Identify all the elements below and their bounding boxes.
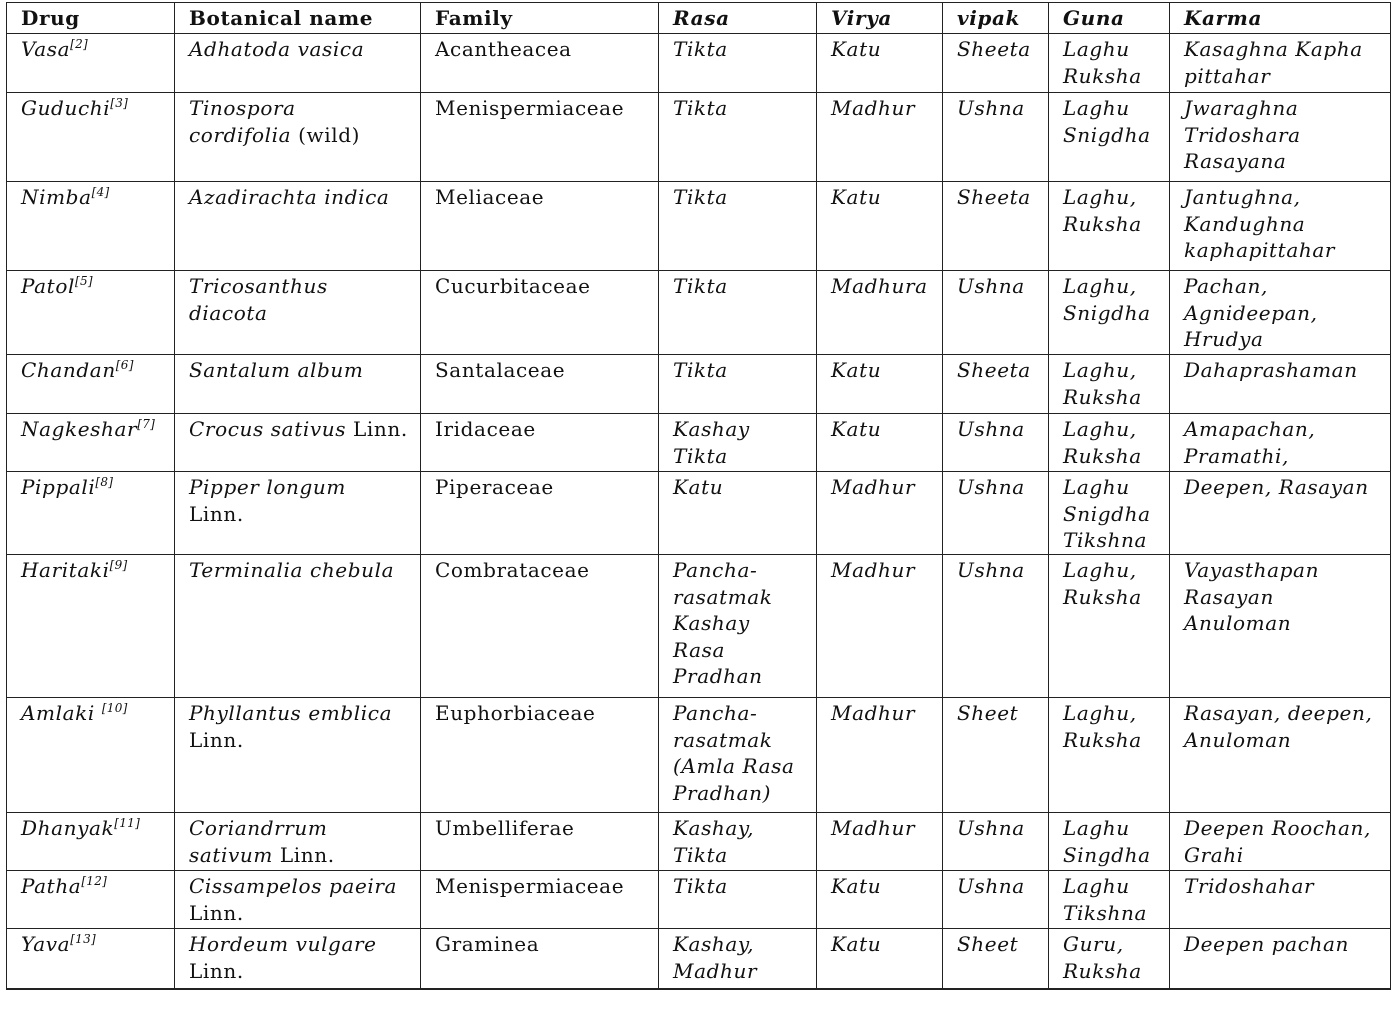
cell-line: Tikta xyxy=(673,96,728,120)
botanical-name-cell xyxy=(175,355,421,414)
botanical-name: Tinospora xyxy=(189,96,296,120)
family-cell: Piperaceae xyxy=(421,472,659,555)
cell-line: Kashay, xyxy=(673,932,755,956)
virya-cell: Madhur xyxy=(817,698,943,813)
botanical-name: Phyllantus emblica xyxy=(189,701,393,725)
karma-cell xyxy=(1170,271,1391,355)
cell-line: Rasayan, deepen, xyxy=(1184,701,1373,725)
vipak-cell: Ushna xyxy=(943,414,1049,472)
cell-line: Laghu xyxy=(1063,37,1130,61)
guna-cell xyxy=(1049,355,1170,414)
drug-cell xyxy=(7,929,175,989)
table-row xyxy=(7,182,1391,271)
table-row xyxy=(7,34,1391,93)
vipak-cell: Ushna xyxy=(943,555,1049,698)
drug-name: Nimba xyxy=(21,185,92,209)
herb-properties-table xyxy=(6,2,1391,990)
drug-name: Nagkeshar xyxy=(21,417,138,441)
vipak-cell: Ushna xyxy=(943,271,1049,355)
cell-line: Ruksha xyxy=(1063,727,1142,752)
cell-line: Ruksha xyxy=(1063,443,1142,468)
botanical-name-cell xyxy=(175,929,421,989)
cell-line: Anuloman xyxy=(1184,727,1292,752)
botanical-author: (wild) xyxy=(291,122,361,147)
reference-marker: [4] xyxy=(91,185,110,199)
karma-cell xyxy=(1170,929,1391,989)
vipak-cell: Sheet xyxy=(943,929,1049,989)
drug-cell xyxy=(7,271,175,355)
botanical-name: Hordeum vulgare xyxy=(189,932,377,956)
cell-line: Tikshna xyxy=(1063,528,1148,552)
rasa-cell xyxy=(659,813,817,871)
karma-cell xyxy=(1170,813,1391,871)
rasa-cell xyxy=(659,93,817,182)
vipak-cell: Sheeta xyxy=(943,34,1049,93)
header-vipak: vipak xyxy=(943,3,1049,34)
botanical-name: Cissampelos paeira xyxy=(189,874,398,898)
karma-cell xyxy=(1170,93,1391,182)
karma-cell xyxy=(1170,871,1391,929)
botanical-name-cell xyxy=(175,414,421,472)
cell-line: Laghu xyxy=(1063,816,1130,840)
rasa-cell xyxy=(659,271,817,355)
family-cell: Meliaceae xyxy=(421,182,659,271)
family-cell: Menispermiaceae xyxy=(421,871,659,929)
reference-marker: [7] xyxy=(137,417,156,431)
cell-line: Kashay xyxy=(673,611,750,635)
drug-name: Pippali xyxy=(21,475,96,499)
drug-cell xyxy=(7,698,175,813)
reference-marker: [10] xyxy=(101,701,128,715)
cell-line: Rasa xyxy=(673,637,726,662)
reference-marker: [12] xyxy=(81,874,108,888)
botanical-author: Linn. xyxy=(272,842,335,867)
cell-line: Tikta xyxy=(673,842,728,867)
cell-line: Snigdha xyxy=(1063,300,1151,325)
table-row xyxy=(7,93,1391,182)
guna-cell xyxy=(1049,871,1170,929)
virya-cell: Katu xyxy=(817,182,943,271)
botanical-name: Crocus sativus xyxy=(189,417,347,441)
cell-line: Singdha xyxy=(1063,842,1151,867)
guna-cell xyxy=(1049,472,1170,555)
cell-line: Laghu, xyxy=(1063,274,1137,298)
cell-line: Rasayana xyxy=(1184,149,1287,173)
rasa-cell xyxy=(659,414,817,472)
botanical-name-cont: diacota xyxy=(189,300,268,325)
cell-line: Laghu, xyxy=(1063,185,1137,209)
cell-line: Anuloman xyxy=(1184,611,1292,635)
drug-cell xyxy=(7,34,175,93)
table-row xyxy=(7,271,1391,355)
cell-line: Ruksha xyxy=(1063,63,1142,88)
family-cell: Iridaceae xyxy=(421,414,659,472)
cell-line: Deepen pachan xyxy=(1184,932,1349,956)
virya-cell: Madhur xyxy=(817,813,943,871)
reference-marker: [13] xyxy=(70,932,97,946)
cell-line: (Amla Rasa xyxy=(673,754,795,778)
rasa-cell xyxy=(659,929,817,989)
cell-line: Snigdha xyxy=(1063,122,1151,147)
cell-line: Kashay xyxy=(673,417,750,441)
cell-line: Snigdha xyxy=(1063,501,1151,526)
drug-name: Vasa xyxy=(21,37,71,61)
cell-line: Laghu xyxy=(1063,96,1130,120)
botanical-name-cell xyxy=(175,871,421,929)
cell-line: Dahaprashaman xyxy=(1184,358,1358,382)
family-cell: Menispermiaceae xyxy=(421,93,659,182)
drug-cell xyxy=(7,555,175,698)
header-virya: Virya xyxy=(817,3,943,34)
table-row xyxy=(7,472,1391,555)
table-row xyxy=(7,698,1391,813)
table-row xyxy=(7,555,1391,698)
drug-cell xyxy=(7,414,175,472)
drug-cell xyxy=(7,182,175,271)
header-row xyxy=(7,3,1391,34)
cell-line: Madhur xyxy=(673,958,758,983)
cell-line: Laghu, xyxy=(1063,701,1137,725)
rasa-cell xyxy=(659,182,817,271)
rasa-cell xyxy=(659,555,817,698)
vipak-cell: Ushna xyxy=(943,472,1049,555)
vipak-cell: Sheeta xyxy=(943,355,1049,414)
drug-name: Dhanyak xyxy=(21,816,115,840)
header-rasa: Rasa xyxy=(659,3,817,34)
drug-name: Amlaki xyxy=(21,701,102,725)
reference-marker: [9] xyxy=(109,558,128,572)
rasa-cell xyxy=(659,871,817,929)
cell-line: Ruksha xyxy=(1063,211,1142,236)
cell-line: Jwaraghna xyxy=(1184,96,1299,120)
guna-cell xyxy=(1049,929,1170,989)
botanical-name: Coriandrrum xyxy=(189,816,328,840)
vipak-cell: Sheet xyxy=(943,698,1049,813)
guna-cell xyxy=(1049,182,1170,271)
cell-line: Laghu, xyxy=(1063,358,1137,382)
table-row xyxy=(7,355,1391,414)
vipak-cell: Ushna xyxy=(943,813,1049,871)
botanical-name: Adhatoda vasica xyxy=(189,37,365,61)
botanical-name: Terminalia chebula xyxy=(189,558,395,582)
virya-cell: Katu xyxy=(817,355,943,414)
cell-line: Laghu, xyxy=(1063,558,1137,582)
guna-cell xyxy=(1049,555,1170,698)
karma-cell xyxy=(1170,555,1391,698)
cell-line: Pachan, xyxy=(1184,274,1268,298)
drug-name: Yava xyxy=(21,932,71,956)
table-row xyxy=(7,929,1391,989)
cell-line: pittahar xyxy=(1184,63,1271,88)
header-karma: Karma xyxy=(1170,3,1391,34)
botanical-name-cell xyxy=(175,93,421,182)
botanical-name-cont: cordifolia xyxy=(189,122,292,147)
cell-line: Pramathi, xyxy=(1184,443,1289,468)
botanical-author: Linn. xyxy=(189,900,244,925)
drug-name: Guduchi xyxy=(21,96,111,120)
vipak-cell: Ushna xyxy=(943,93,1049,182)
botanical-name-cell xyxy=(175,34,421,93)
cell-line: Katu xyxy=(673,475,724,499)
family-cell: Acantheacea xyxy=(421,34,659,93)
drug-cell xyxy=(7,813,175,871)
rasa-cell xyxy=(659,355,817,414)
header-drug: Drug xyxy=(7,3,175,34)
cell-line: Tikta xyxy=(673,185,728,209)
guna-cell xyxy=(1049,34,1170,93)
virya-cell: Madhur xyxy=(817,555,943,698)
karma-cell xyxy=(1170,182,1391,271)
cell-line: Tikta xyxy=(673,874,728,898)
cell-line: Laghu, xyxy=(1063,417,1137,441)
table-row xyxy=(7,414,1391,472)
drug-cell xyxy=(7,472,175,555)
cell-line: Guru, xyxy=(1063,932,1124,956)
drug-cell xyxy=(7,355,175,414)
botanical-name: Santalum album xyxy=(189,358,364,382)
botanical-author: Linn. xyxy=(346,417,408,441)
cell-line: Pradhan) xyxy=(673,780,772,805)
table-row xyxy=(7,871,1391,929)
karma-cell xyxy=(1170,414,1391,472)
cell-line: Laghu xyxy=(1063,874,1130,898)
cell-line: kaphapittahar xyxy=(1184,238,1336,262)
botanical-name-cell xyxy=(175,271,421,355)
cell-line: Kashay, xyxy=(673,816,755,840)
cell-line: Tikta xyxy=(673,37,728,61)
cell-line: Deepen, Rasayan xyxy=(1184,475,1369,499)
family-cell: Santalaceae xyxy=(421,355,659,414)
karma-cell xyxy=(1170,698,1391,813)
cell-line: Jantughna, xyxy=(1184,185,1301,209)
botanical-name-cell xyxy=(175,698,421,813)
botanical-name-cont: sativum xyxy=(189,842,273,867)
botanical-name: Azadirachta indica xyxy=(189,185,390,209)
virya-cell: Madhur xyxy=(817,472,943,555)
guna-cell xyxy=(1049,93,1170,182)
cell-line: Agnideepan, xyxy=(1184,300,1318,325)
cell-line: Tikta xyxy=(673,358,728,382)
rasa-cell xyxy=(659,698,817,813)
table-row xyxy=(7,813,1391,871)
botanical-name: Tricosanthus xyxy=(189,274,328,298)
header-family: Family xyxy=(421,3,659,34)
cell-line: Vayasthapan xyxy=(1184,558,1320,582)
botanical-name-cell xyxy=(175,472,421,555)
botanical-author: Linn. xyxy=(189,727,244,752)
cell-line: Ruksha xyxy=(1063,584,1142,609)
family-cell: Cucurbitaceae xyxy=(421,271,659,355)
karma-cell xyxy=(1170,355,1391,414)
cell-line: Pancha- xyxy=(673,558,758,582)
botanical-author: Linn. xyxy=(189,501,244,526)
cell-line: Tridoshahar xyxy=(1184,874,1315,898)
virya-cell: Katu xyxy=(817,414,943,472)
cell-line: Pradhan xyxy=(673,664,763,688)
cell-line: Tridoshara xyxy=(1184,122,1301,147)
family-cell: Umbelliferae xyxy=(421,813,659,871)
drug-name: Haritaki xyxy=(21,558,110,582)
reference-marker: [3] xyxy=(110,96,129,110)
virya-cell: Katu xyxy=(817,871,943,929)
virya-cell: Madhura xyxy=(817,271,943,355)
botanical-author: Linn. xyxy=(189,958,244,983)
family-cell: Euphorbiaceae xyxy=(421,698,659,813)
virya-cell: Katu xyxy=(817,34,943,93)
karma-cell xyxy=(1170,472,1391,555)
cell-line: Tikta xyxy=(673,274,728,298)
reference-marker: [11] xyxy=(114,816,141,830)
cell-line: Deepen Roochan, xyxy=(1184,816,1371,840)
cell-line: Kandughna xyxy=(1184,211,1306,236)
cell-line: Amapachan, xyxy=(1184,417,1316,441)
drug-name: Chandan xyxy=(21,358,116,382)
cell-line: Rasayan xyxy=(1184,584,1274,609)
botanical-name-cell xyxy=(175,182,421,271)
vipak-cell: Ushna xyxy=(943,871,1049,929)
header-guna: Guna xyxy=(1049,3,1170,34)
table-body xyxy=(7,34,1391,989)
drug-name: Patol xyxy=(21,274,75,298)
cell-line: Tikshna xyxy=(1063,900,1148,925)
reference-marker: [5] xyxy=(74,274,93,288)
cell-line: Tikta xyxy=(673,443,728,468)
rasa-cell xyxy=(659,34,817,93)
cell-line: Hrudya xyxy=(1184,327,1264,351)
drug-cell xyxy=(7,871,175,929)
reference-marker: [2] xyxy=(70,37,89,51)
guna-cell xyxy=(1049,698,1170,813)
botanical-name-cell xyxy=(175,555,421,698)
botanical-name-cell xyxy=(175,813,421,871)
reference-marker: [8] xyxy=(95,475,114,489)
cell-line: rasatmak xyxy=(673,727,773,752)
cell-line: Pancha- xyxy=(673,701,758,725)
family-cell: Combrataceae xyxy=(421,555,659,698)
cell-line: Grahi xyxy=(1184,842,1244,867)
virya-cell: Madhur xyxy=(817,93,943,182)
karma-cell xyxy=(1170,34,1391,93)
drug-cell xyxy=(7,93,175,182)
cell-line: Laghu xyxy=(1063,475,1130,499)
cell-line: Ruksha xyxy=(1063,384,1142,409)
reference-marker: [6] xyxy=(115,358,134,372)
guna-cell xyxy=(1049,414,1170,472)
vipak-cell: Sheeta xyxy=(943,182,1049,271)
cell-line: Ruksha xyxy=(1063,958,1142,983)
cell-line: Kasaghna Kapha xyxy=(1184,37,1363,61)
cell-line: rasatmak xyxy=(673,584,773,609)
rasa-cell xyxy=(659,472,817,555)
botanical-name: Pipper longum xyxy=(189,475,346,499)
family-cell: Graminea xyxy=(421,929,659,989)
drug-name: Patha xyxy=(21,874,82,898)
guna-cell xyxy=(1049,813,1170,871)
guna-cell xyxy=(1049,271,1170,355)
virya-cell: Katu xyxy=(817,929,943,989)
header-botanical-name: Botanical name xyxy=(175,3,421,34)
